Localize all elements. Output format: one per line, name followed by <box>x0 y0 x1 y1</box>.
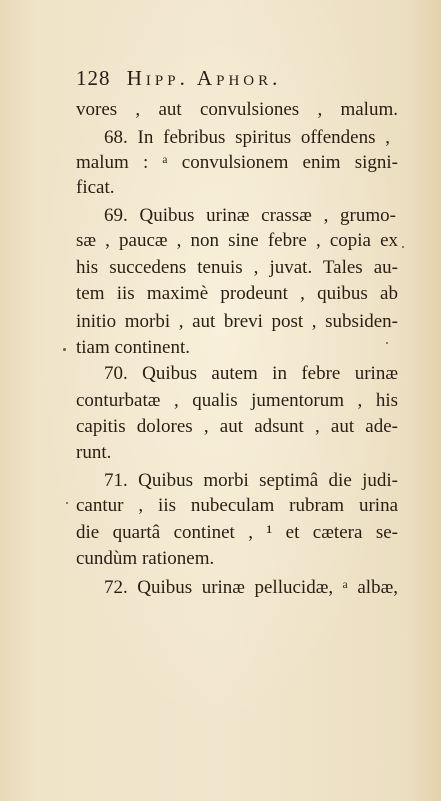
text-line: cundùm rationem. <box>76 548 215 569</box>
text-line: initio morbi , aut brevi post , subsiden- <box>76 311 398 332</box>
text-line: runt. <box>76 442 112 463</box>
text-line: 71. Quibus morbi septimâ die judi- <box>104 470 398 491</box>
ink-speck <box>66 502 68 504</box>
ink-speck <box>63 348 66 351</box>
text-line: 68. In febribus spiritus offendens , <box>104 127 390 148</box>
text-line: his succedens tenuis , juvat. Tales au- <box>76 257 398 278</box>
text-line: vores , aut convulsiones , malum. <box>76 99 398 120</box>
text-line: 70. Quibus autem in febre urinæ <box>104 363 398 384</box>
text-line: tem iis maximè prodeunt , quibus ab <box>76 283 398 304</box>
running-head: Hipp. Aphor. <box>126 66 282 90</box>
text-line: conturbatæ , qualis jumentorum , his <box>76 390 398 411</box>
text-line: cantur , iis nubeculam rubram urina <box>76 495 398 516</box>
ink-speck <box>386 342 388 344</box>
ink-speck <box>402 246 404 248</box>
text-line: malum : ᵃ convulsionem enim signi- <box>76 152 398 173</box>
page-number: 128 <box>76 66 111 90</box>
text-line: 72. Quibus urinæ pellucidæ, ᵃ albæ, <box>104 577 398 598</box>
text-line: 69. Quibus urinæ crassæ , grumo- <box>104 205 396 226</box>
text-line: sæ , paucæ , non sine febre , copia ex <box>76 230 398 251</box>
text-line: capitis dolores , aut adsunt , aut ade- <box>76 416 398 437</box>
text-line: ficat. <box>76 177 115 198</box>
text-line: tiam continent. <box>76 337 190 358</box>
page-header <box>76 66 396 94</box>
text-line: die quartâ continet , ¹ et cætera se- <box>76 522 398 543</box>
